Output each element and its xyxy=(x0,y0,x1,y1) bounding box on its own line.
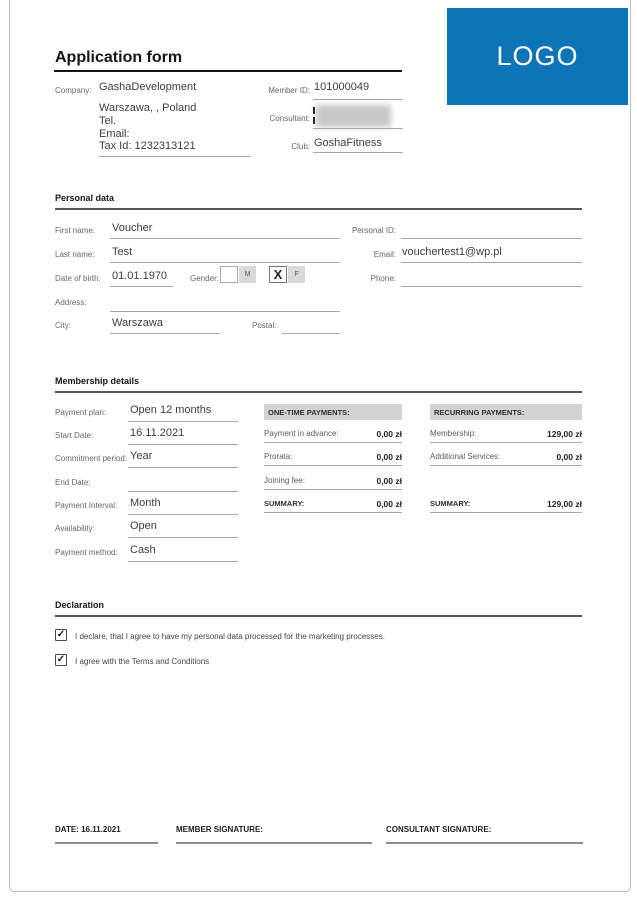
consultant-underline xyxy=(313,128,403,129)
date-label: DATE: 16.11.2021 xyxy=(55,825,121,834)
one-time-payments-header: ONE-TIME PAYMENTS: xyxy=(264,404,402,420)
gender-female-tag: F xyxy=(288,266,305,283)
date-signature-line xyxy=(55,842,158,844)
membership-fee-label: Membership: xyxy=(430,429,477,438)
prorata-value: 0,00 zł xyxy=(376,452,402,462)
member-id-value: 101000049 xyxy=(314,81,370,93)
payment-method-value: Cash xyxy=(130,544,156,556)
phone-underline xyxy=(401,286,582,287)
gender-female-checkbox xyxy=(269,266,287,283)
company-name: GashaDevelopment xyxy=(99,81,197,93)
membership-fee-value: 129,00 zł xyxy=(547,429,582,439)
address-label: Address: xyxy=(55,298,87,307)
first-name-underline xyxy=(110,238,340,239)
declaration-section-title: Declaration xyxy=(55,600,105,610)
personal-id-label: Personal ID: xyxy=(351,226,396,235)
postal-label: Postal: xyxy=(252,321,277,330)
title-rule xyxy=(54,70,402,72)
payment-row xyxy=(264,476,402,490)
availability-value: Open xyxy=(130,520,157,532)
gender-female-mark: X xyxy=(273,267,283,282)
payment-method-label: Payment method: xyxy=(55,548,118,557)
consultant-redaction-mark xyxy=(313,117,315,124)
first-name-label: First name: xyxy=(55,226,96,235)
logo-text: LOGO xyxy=(496,41,579,71)
payment-interval-value: Month xyxy=(130,497,161,509)
company-address-line: Email: xyxy=(99,127,130,140)
last-name-label: Last name: xyxy=(55,250,95,259)
club-value: GoshaFitness xyxy=(314,137,382,149)
recurring-summary-row xyxy=(430,499,582,513)
address-underline xyxy=(110,311,340,312)
date-of-birth-value: 01.01.1970 xyxy=(112,270,168,282)
date-of-birth-underline xyxy=(110,286,173,287)
start-date-label: Start Date: xyxy=(55,431,94,440)
availability-label: Availability: xyxy=(55,524,95,533)
email-value: vouchertest1@wp.pl xyxy=(402,246,502,258)
personal-id-underline xyxy=(401,238,582,239)
last-name-underline xyxy=(110,262,340,263)
terms-consent-checkbox xyxy=(55,654,67,666)
consultant-label: Consultant: xyxy=(269,114,310,123)
end-date-label: End Date: xyxy=(55,478,91,487)
consultant-signature-line xyxy=(386,842,583,844)
consultant-redaction-mark xyxy=(313,107,315,114)
city-value: Warszawa xyxy=(112,317,163,329)
one-time-payments-panel xyxy=(264,404,402,519)
member-id-label: Member ID: xyxy=(268,86,310,95)
payment-in-advance-label: Payment in advance: xyxy=(264,429,339,438)
additional-services-label: Additional Services: xyxy=(430,452,501,461)
company-address-block xyxy=(99,102,196,153)
member-signature-label: MEMBER SIGNATURE: xyxy=(176,825,263,834)
first-name-value: Voucher xyxy=(112,222,153,234)
company-address-line: Warszawa, , Poland xyxy=(99,102,197,114)
checkmark-icon: ✓ xyxy=(56,629,66,640)
gender-label: Gender: xyxy=(190,274,219,283)
email-label: Email: xyxy=(373,250,396,259)
email-underline xyxy=(401,262,582,263)
terms-consent-text: I agree with the Terms and Conditions xyxy=(75,657,210,666)
one-time-summary-label: SUMMARY: xyxy=(264,499,305,508)
marketing-consent-checkbox xyxy=(55,629,67,641)
company-address-line: Tax Id: 1232313121 xyxy=(99,140,196,153)
membership-section-title: Membership details xyxy=(55,376,140,386)
member-signature-line xyxy=(176,842,372,844)
membership-section-rule xyxy=(55,391,582,393)
postal-underline xyxy=(282,333,340,334)
club-underline xyxy=(313,152,403,153)
payment-row xyxy=(430,429,582,443)
personal-data-section-rule xyxy=(55,208,582,210)
company-label: Company: xyxy=(55,86,92,95)
joining-fee-value: 0,00 zł xyxy=(376,476,402,486)
recurring-summary-label: SUMMARY: xyxy=(430,499,471,508)
commitment-period-underline xyxy=(128,467,238,468)
commitment-period-label: Commitment period: xyxy=(55,454,128,463)
page-title: Application form xyxy=(55,49,183,66)
payment-interval-underline xyxy=(128,514,238,515)
gender-male-checkbox xyxy=(220,266,238,283)
payment-method-underline xyxy=(128,561,238,562)
company-underline xyxy=(99,156,251,157)
recurring-payments-panel xyxy=(430,404,582,519)
recurring-summary-value: 129,00 zł xyxy=(547,499,582,509)
date-of-birth-label: Date of birth: xyxy=(55,274,101,283)
additional-services-value: 0,00 zł xyxy=(556,452,582,462)
prorata-label: Prorata: xyxy=(264,452,293,461)
commitment-period-value: Year xyxy=(130,450,153,462)
payment-plan-label: Payment plan: xyxy=(55,408,107,417)
end-date-underline xyxy=(128,491,238,492)
payment-plan-underline xyxy=(128,421,238,422)
company-logo xyxy=(447,8,628,105)
member-id-underline xyxy=(313,99,403,100)
marketing-consent-text: I declare, that I agree to have my personal data processed for the marketing processes. xyxy=(75,632,385,641)
last-name-value: Test xyxy=(112,246,133,258)
payment-row xyxy=(264,452,402,466)
club-label: Club: xyxy=(291,142,310,151)
payment-in-advance-value: 0,00 zł xyxy=(376,429,402,439)
payment-row xyxy=(430,452,582,466)
payment-plan-value: Open 12 months xyxy=(130,404,212,416)
payment-row xyxy=(264,429,402,443)
one-time-summary-value: 0,00 zł xyxy=(376,499,402,509)
personal-data-section-title: Personal data xyxy=(55,193,115,203)
consultant-signature-label: CONSULTANT SIGNATURE: xyxy=(386,825,492,834)
payment-interval-label: Payment Interval: xyxy=(55,501,118,510)
consultant-redacted-value xyxy=(316,105,391,127)
phone-label: Phone: xyxy=(370,274,396,283)
gender-male-tag: M xyxy=(239,266,256,283)
city-label: City: xyxy=(55,321,71,330)
checkmark-icon: ✓ xyxy=(56,654,66,665)
joining-fee-label: Joining fee: xyxy=(264,476,305,485)
availability-underline xyxy=(128,537,238,538)
start-date-value: 16.11.2021 xyxy=(130,427,185,439)
declaration-section-rule xyxy=(55,615,582,617)
start-date-underline xyxy=(128,444,238,445)
city-underline xyxy=(110,333,220,334)
one-time-summary-row xyxy=(264,499,402,513)
recurring-payments-header: RECURRING PAYMENTS: xyxy=(430,404,582,420)
company-address-line: Tel. xyxy=(99,114,117,127)
